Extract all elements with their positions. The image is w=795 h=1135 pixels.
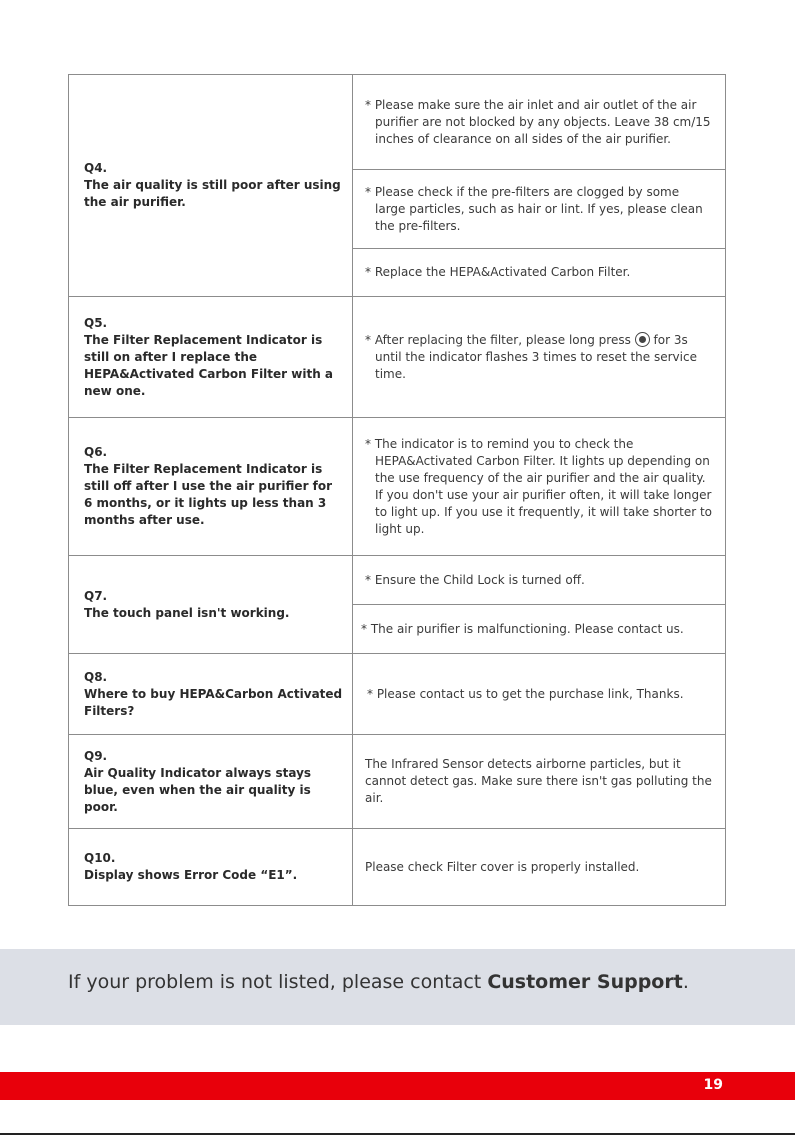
answer-cell [353, 654, 726, 735]
question-number: Q6. [84, 445, 108, 459]
answer-text: * Ensure the Child Lock is turned off. [365, 572, 585, 587]
answer-cell [353, 418, 726, 556]
answer-text-start: * After replacing the filter, please long press [365, 332, 631, 347]
answer-cell [353, 605, 726, 654]
question-text: The air quality is still poor after using the air purifier. [84, 178, 341, 209]
question-number: Q4. [84, 161, 108, 175]
question-cell-q4 [69, 75, 353, 297]
customer-support-link[interactable]: Customer Support [487, 971, 683, 993]
answer-text-end: for 3s until the indicator flashes 3 times to reset the service time. [375, 332, 697, 381]
answer-text [353, 332, 725, 383]
question-text: The touch panel isn't working. [84, 605, 290, 620]
question-text: Where to buy HEPA&Carbon Activated Filters? [84, 686, 343, 718]
question-cell-q7 [69, 556, 353, 654]
answer-text: * Replace the HEPA&Activated Carbon Filter. [365, 265, 631, 279]
question-text: Air Quality Indicator always stays blue, even when the air quality is poor. [84, 765, 312, 814]
faq-row-q7 [69, 556, 726, 605]
faq-row-q10 [69, 829, 726, 906]
answer-cell [353, 75, 726, 170]
footer-bar [0, 1072, 795, 1100]
faq-row-q4 [69, 75, 726, 170]
answer-text: * The indicator is to remind you to check the HEPA&Activated Carbon Filter. It lights up depending on the use frequency of the air purifier and the air quality. If you don't use your air purifier often, it will take longer to light up. If you use it frequently, it will take shorter to light up. [365, 436, 713, 536]
answer-text: * Please contact us to get the purchase link, Thanks. [367, 686, 684, 701]
answer-cell [353, 829, 726, 906]
question-number: Q9. [84, 748, 108, 763]
question-cell-q10 [69, 829, 353, 906]
question-number: Q8. [84, 669, 108, 684]
support-banner [0, 949, 795, 1025]
question-cell-q8 [69, 654, 353, 735]
faq-row-q5 [69, 297, 726, 418]
answer-cell [353, 556, 726, 605]
question-text: Display shows Error Code “E1”. [84, 868, 298, 882]
answer-text: * Please check if the pre-filters are clogged by some large particles, such as hair or lint. If yes, please clean the pre-filters. [365, 184, 703, 233]
faq-row-q6 [69, 418, 726, 556]
answer-cell [353, 735, 726, 829]
faq-table [68, 74, 726, 906]
answer-text: * Please make sure the air inlet and air outlet of the air purifier are not blocked by any objects. Leave 38 cm/15 inches of clearance on all sides of the air purifier. [365, 97, 711, 146]
faq-row-q9 [69, 735, 726, 829]
question-text: The Filter Replacement Indicator is still off after I use the air purifier for 6 months, or it lights up less than 3 months after use. [84, 462, 333, 527]
question-number: Q7. [84, 588, 108, 603]
support-message [68, 971, 689, 993]
question-text: The Filter Replacement Indicator is still on after I replace the HEPA&Activated Carbon Filter with a new one. [84, 332, 334, 398]
question-number: Q10. [84, 851, 116, 865]
support-text-start: If your problem is not listed, please contact [68, 971, 488, 993]
page-number: 19 [703, 1077, 723, 1093]
answer-text: The Infrared Sensor detects airborne particles, but it cannot detect gas. Make sure there isn't gas polluting the air. [365, 757, 712, 805]
question-number: Q5. [84, 315, 108, 330]
question-cell-q9 [69, 735, 353, 829]
answer-text: Please check Filter cover is properly installed. [365, 859, 640, 874]
answer-cell [353, 170, 726, 249]
support-text-end: . [682, 971, 689, 993]
answer-cell [353, 249, 726, 297]
faq-row-q8 [69, 654, 726, 735]
question-cell-q6 [69, 418, 353, 556]
answer-text: * The air purifier is malfunctioning. Please contact us. [361, 621, 684, 636]
question-cell-q5 [69, 297, 353, 418]
answer-cell [353, 297, 726, 418]
power-button-icon [635, 332, 650, 347]
